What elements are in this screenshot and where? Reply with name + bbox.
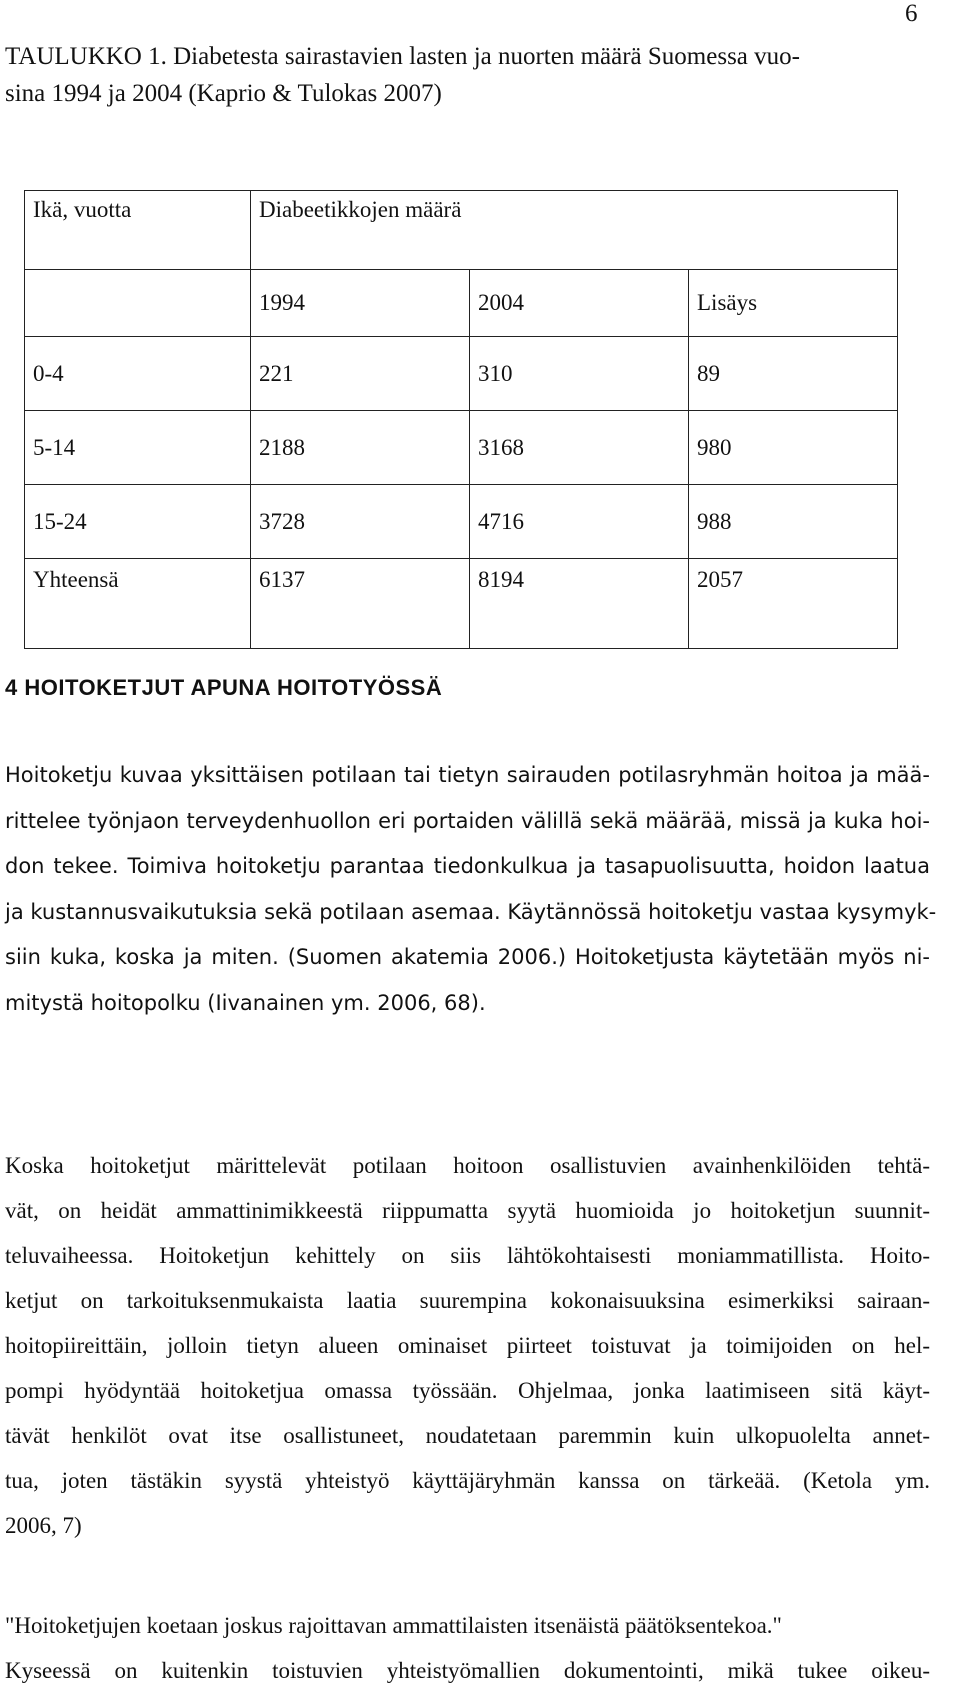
text-line: teluvaiheessa. Hoitoketjun kehittely on siis lähtökohtaisesti moniammatillista. Hoito- (5, 1243, 930, 1268)
table-cell: 0-4 (25, 337, 251, 411)
table-cell: 2188 (251, 411, 470, 485)
text-line: ja kustannusvaikutuksia sekä potilaan asemaa. Käytännössä hoitoketju vastaa kysymyk- (5, 899, 937, 924)
text-line: ketjut on tarkoituksenmukaista laatia suurempina kokonaisuuksina esimerkiksi sairaan- (5, 1288, 930, 1313)
table-cell: Yhteensä (25, 559, 251, 649)
table-cell: 221 (251, 337, 470, 411)
text-line: Koska hoitoketjut märittelevät potilaan hoitoon osallistuvien avainhenkilöiden tehtä- (5, 1153, 930, 1178)
table-cell: 310 (470, 337, 689, 411)
text-line: hoitopiireittäin, jolloin tietyn alueen ominaiset piirteet toistuvat ja toimijoiden on hel- (5, 1333, 930, 1358)
text-line: Kyseessä on kuitenkin toistuvien yhteistyömallien dokumentointi, mikä tukee oikeu- (5, 1658, 930, 1683)
table-row (25, 411, 898, 485)
table-row-total (25, 559, 898, 649)
table-cell: 15-24 (25, 485, 251, 559)
table-row (25, 485, 898, 559)
table-caption (5, 38, 925, 112)
text-line: vät, on heidät ammattinimikkeestä riippumatta syytä huomioida jo hoitoketjun suunnit- (5, 1198, 930, 1223)
table-subheader-row (25, 270, 898, 337)
table-header-row (25, 191, 898, 270)
caption-line: sina 1994 ja 2004 (Kaprio & Tulokas 2007) (5, 80, 442, 107)
table-cell: 8194 (470, 559, 689, 649)
caption-line: TAULUKKO 1. Diabetesta sairastavien lasten ja nuorten määrä Suomessa vuo- (5, 43, 800, 70)
page-number: 6 (905, 0, 918, 27)
table-cell: 5-14 (25, 411, 251, 485)
table-cell: 6137 (251, 559, 470, 649)
paragraph (5, 753, 937, 1026)
text-line: 2006, 7) (5, 1513, 82, 1538)
subheader-cell: 2004 (470, 270, 689, 337)
table-cell: 988 (689, 485, 898, 559)
subheader-cell: 1994 (251, 270, 470, 337)
text-line: tävät henkilöt ovat itse osallistuneet, noudatetaan paremmin kuin ulkopuolelta annet- (5, 1423, 930, 1448)
section-heading: 4 HOITOKETJUT APUNA HOITOTYÖSSÄ (5, 675, 443, 700)
paragraph (5, 1143, 930, 1548)
text-line: don tekee. Toimiva hoitoketju parantaa tiedonkulkua ja tasapuolisuutta, hoidon laatua (5, 854, 930, 878)
diabetes-table (24, 190, 898, 649)
table-cell: 4716 (470, 485, 689, 559)
table-row (25, 337, 898, 411)
text-line: tua, joten tästäkin syystä yhteistyö käyttäjäryhmän kanssa on tärkeää. (Ketola ym. (5, 1468, 930, 1493)
subheader-cell: Lisäys (689, 270, 898, 337)
header-cell-age: Ikä, vuotta (25, 191, 251, 270)
table-cell: 980 (689, 411, 898, 485)
table-cell (25, 270, 251, 337)
paragraph (5, 1603, 930, 1693)
text-line: Hoitoketju kuvaa yksittäisen potilaan tai tietyn sairauden potilasryhmän hoitoa ja mää- (5, 763, 930, 787)
text-line: "Hoitoketjujen koetaan joskus rajoittavan ammattilaisten itsenäistä päätöksentekoa." (5, 1613, 782, 1638)
table-cell: 2057 (689, 559, 898, 649)
table-cell: 3728 (251, 485, 470, 559)
text-line: mitystä hoitopolku (Iivanainen ym. 2006, 68). (5, 990, 486, 1015)
header-cell-count: Diabeetikkojen määrä (251, 191, 898, 270)
table-cell: 3168 (470, 411, 689, 485)
text-line: siin kuka, koska ja miten. (Suomen akatemia 2006.) Hoitoketjusta käytetään myös ni- (5, 945, 930, 969)
table-cell: 89 (689, 337, 898, 411)
text-line: pompi hyödyntää hoitoketjua omassa työssään. Ohjelmaa, jonka laatimiseen sitä käyt- (5, 1378, 930, 1403)
text-line: rittelee työnjaon terveydenhuollon eri portaiden välillä sekä määrää, missä ja kuka hoi- (5, 808, 930, 833)
